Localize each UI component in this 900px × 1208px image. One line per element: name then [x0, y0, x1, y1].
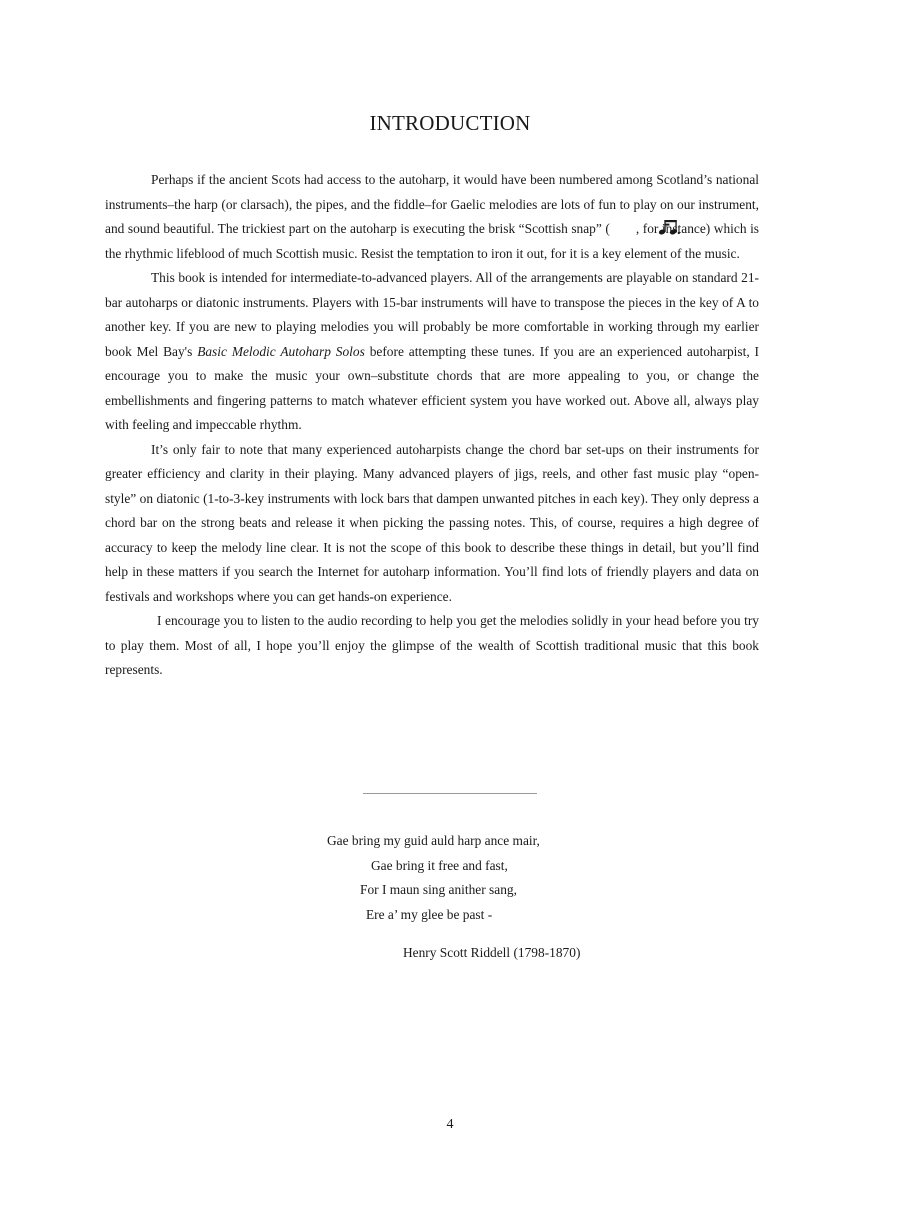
introduction-body: [105, 168, 759, 683]
book-title-italic: Basic Melodic Autoharp Solos: [197, 343, 365, 359]
page-number: 4: [446, 1117, 454, 1132]
poem-line: Gae bring my guid auld harp ance mair,: [327, 833, 540, 848]
poem-attribution: Henry Scott Riddell (1798-1870): [403, 945, 581, 960]
paragraph-2: [105, 266, 759, 438]
paragraph-1: [105, 168, 759, 266]
paragraph-1-text-a: Perhaps if the ancient Scots had access to the autoharp, it would have been numbered among Scotland’s national instruments–the harp (or clarsach), the pipes, and the fiddle–for Gaelic melodies are lots of fun to play on our instrument, and sound beautiful. The trickiest part on the autoharp is executing the brisk “Scottish snap” (: [105, 172, 759, 236]
paragraph-1-text-b: , for instance) which is the rhythmic lifeblood of much Scottish music. Resist the temptation to iron it out, for it is a key element of the music.: [105, 221, 759, 261]
section-divider: [363, 793, 537, 794]
scottish-snap-rhythm-icon: [612, 218, 634, 236]
page-title: INTRODUCTION: [369, 111, 531, 135]
poem-line: Gae bring it free and fast,: [371, 858, 508, 873]
paragraph-4: I encourage you to listen to the audio recording to help you get the melodies solidly in your head before you try to play them. Most of all, I hope you’ll enjoy the glimpse of the wealth of Scottish traditional music that this book represents.: [105, 613, 759, 677]
paragraph-3: It’s only fair to note that many experienced autoharpists change the chord bar set-ups on their instruments for greater efficiency and clarity in their playing. Many advanced players of jigs, reels, and other fast music play “open-style” on diatonic (1-to-3-key instruments with lock bars that dampen unwanted pitches in each key). They only depress a chord bar on the strong beats and release it when picking the passing notes. This, of course, requires a high degree of accuracy to keep the melody line clear. It is not the scope of this book to describe these things in detail, but you’ll find help in these matters if you search the Internet for autoharp information. You’ll find lots of friendly players and data on festivals and workshops where you can get hands-on experience.: [105, 441, 759, 604]
poem-line: Ere a’ my glee be past -: [366, 907, 493, 922]
paragraph-2-text-a: This book is intended for intermediate-to-advanced players. All of the arrangements are playable on standard 21-bar autoharps or diatonic instruments. Players with 15-bar instruments will have to transpose the pieces in the key of A to another key. If you are new to playing melodies you will probably be more comfortable in working through my earlier book Mel Bay's: [105, 270, 759, 359]
paragraph-2-text-b: before attempting these tunes. If you are an experienced autoharpist, I encourage you to make the music your own–substitute chords that are more appealing to you, or change the embellishments and fingering patterns to match whatever efficient system you have worked out. Above all, always play with feeling and impeccable rhythm.: [105, 343, 760, 432]
poem-line: For I maun sing anither sang,: [360, 882, 517, 897]
